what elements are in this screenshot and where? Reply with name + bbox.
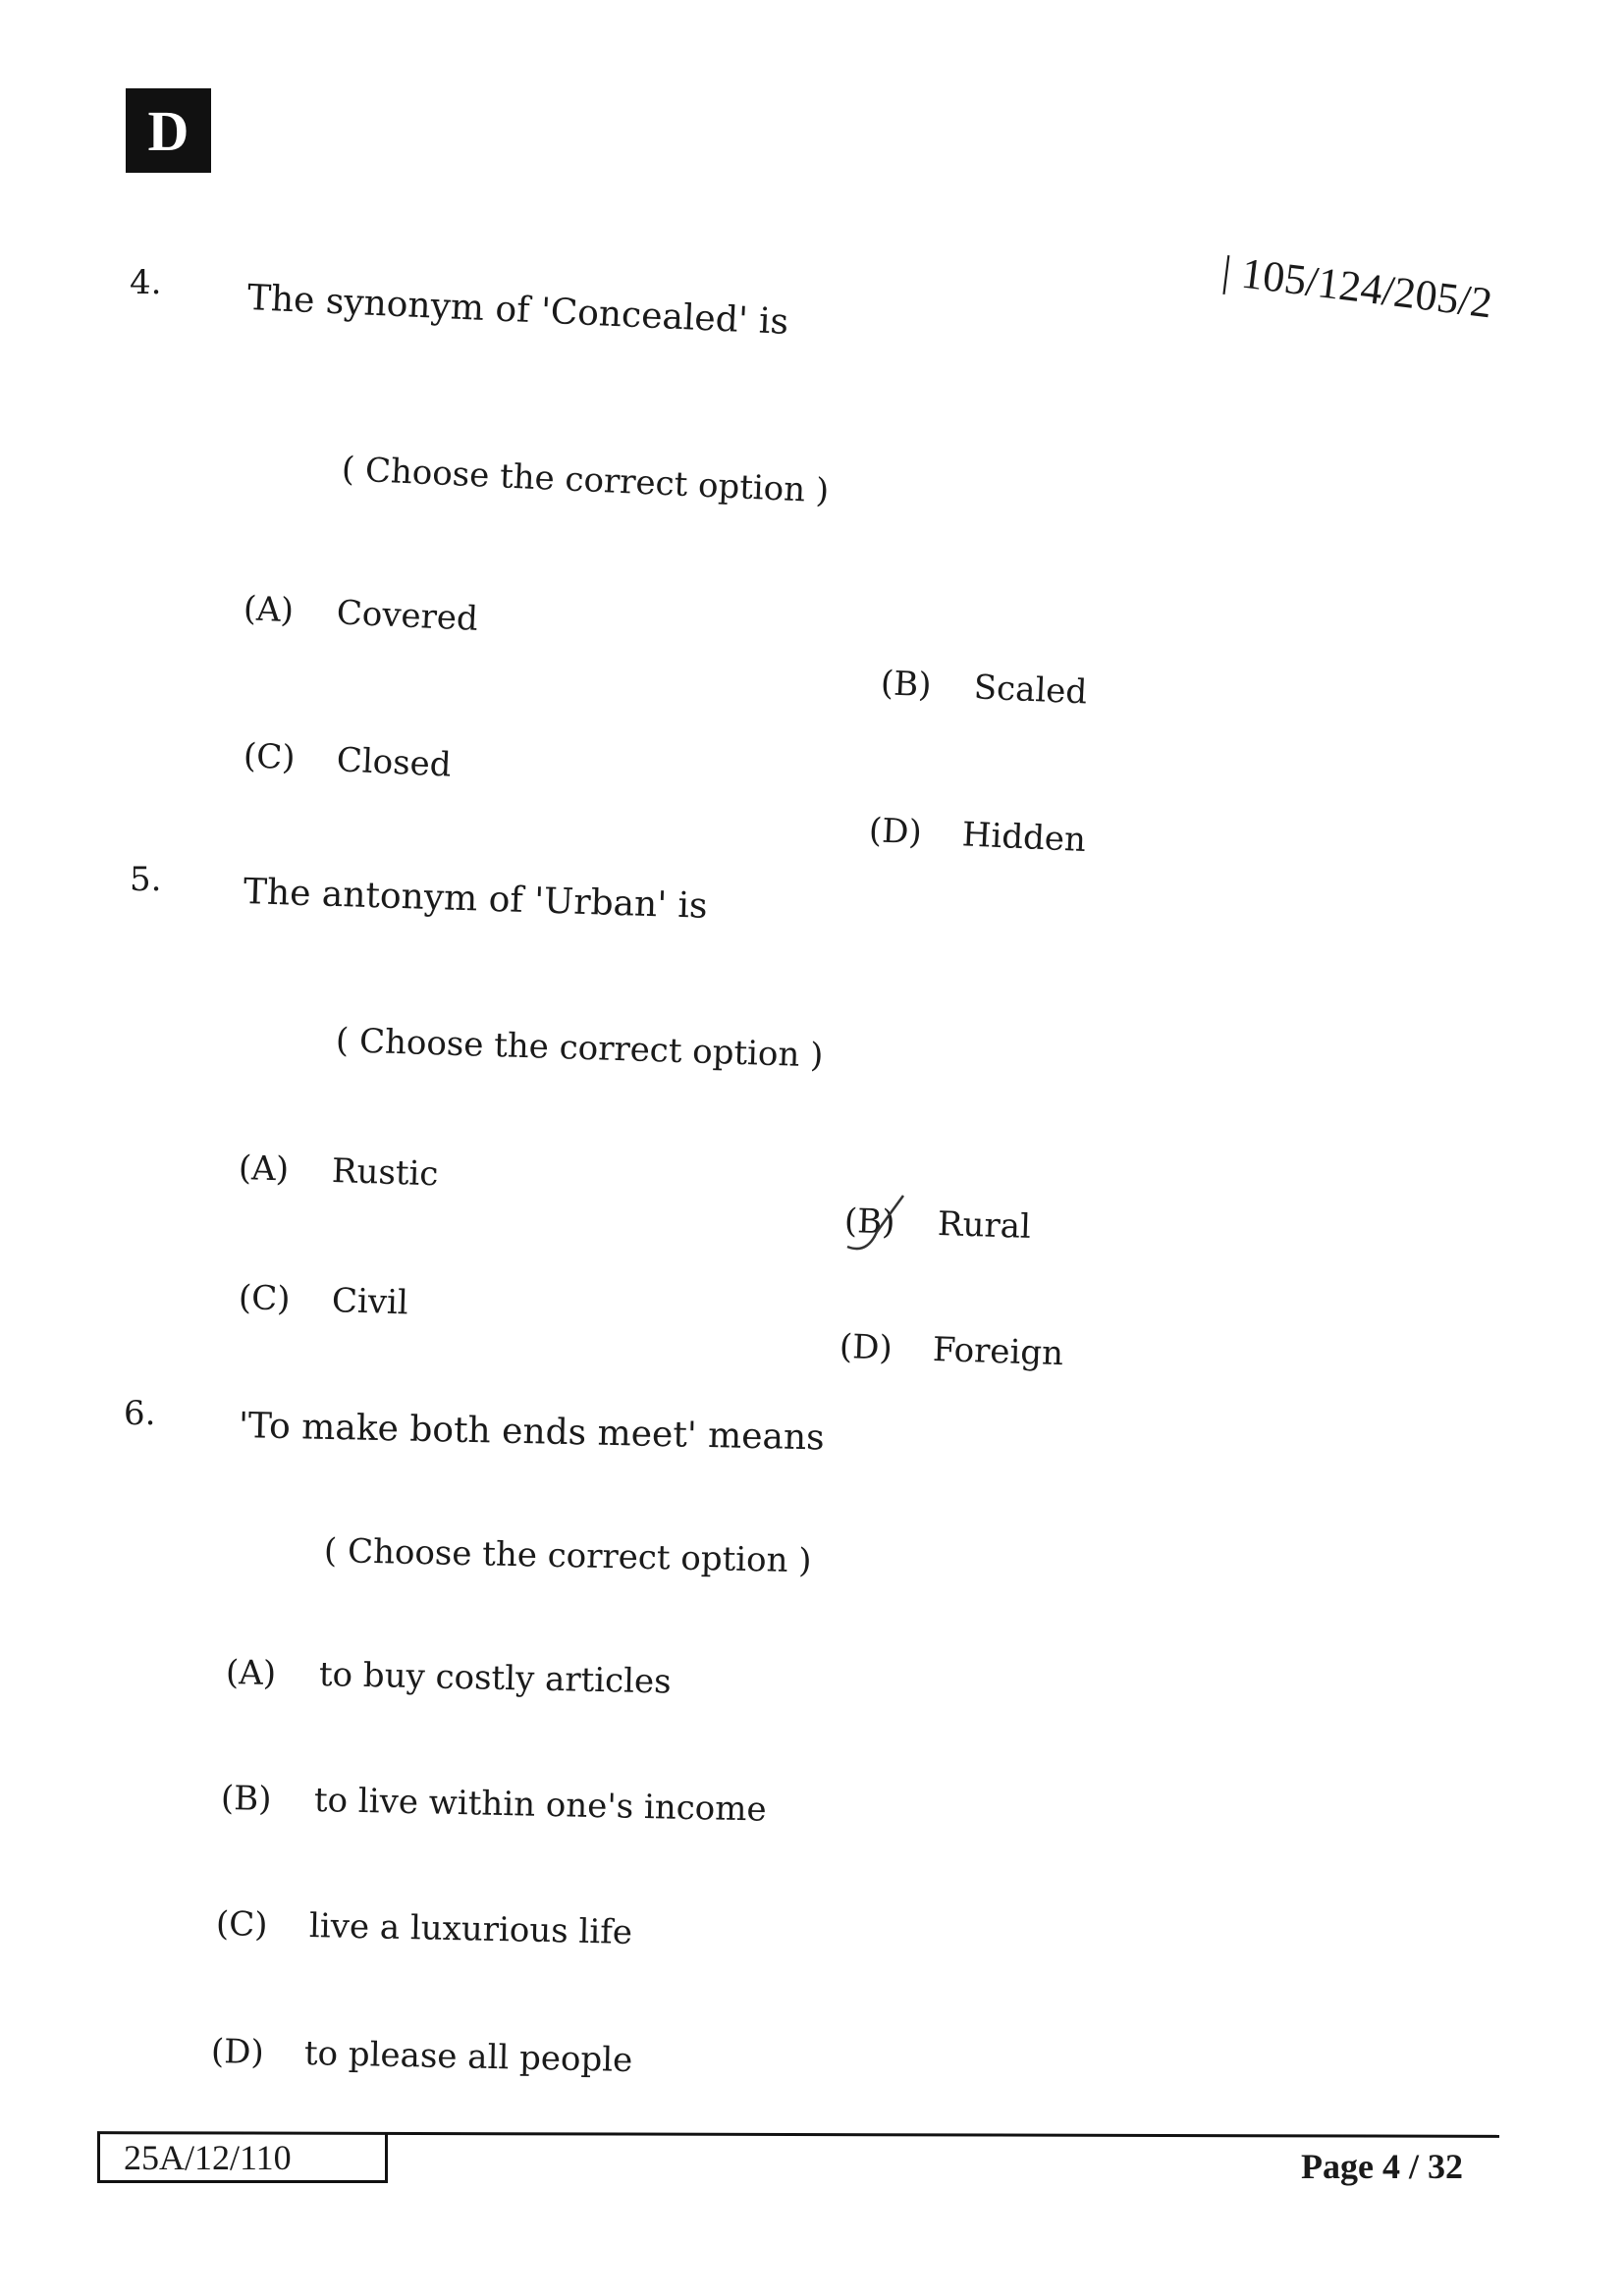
- option-a: [238, 1148, 439, 1194]
- option-c: [243, 736, 452, 785]
- option-label: (B): [880, 664, 933, 706]
- option-b: [221, 1779, 767, 1830]
- option-text: Covered: [335, 593, 479, 639]
- option-label: (A): [225, 1653, 277, 1694]
- question-number: 4.: [130, 263, 162, 302]
- paper-code: | 105/124/205/2: [1219, 246, 1495, 328]
- question-number: 6.: [124, 1394, 156, 1433]
- question-instruction: ( Choose the correct option ): [323, 1531, 812, 1581]
- option-text: to please all people: [303, 2033, 633, 2080]
- option-label: (A): [238, 1148, 290, 1190]
- option-d: [868, 811, 1087, 860]
- option-c: [216, 1904, 633, 1952]
- option-label: (A): [243, 589, 295, 631]
- option-label: (B): [220, 1779, 272, 1820]
- option-text: Civil: [331, 1280, 409, 1323]
- option-c: [238, 1278, 408, 1322]
- option-text: to live within one's income: [313, 1780, 767, 1830]
- option-text: Scaled: [972, 667, 1089, 713]
- option-label: (D): [210, 2032, 265, 2073]
- option-label: (B): [843, 1201, 896, 1243]
- question-number: 5.: [130, 860, 162, 899]
- option-label: (C): [215, 1904, 268, 1946]
- option-text: live a luxurious life: [308, 1905, 633, 1952]
- question-text: The synonym of 'Concealed' is: [246, 278, 789, 344]
- page-number: Page 4 / 32: [1301, 2147, 1463, 2186]
- option-label: (C): [238, 1278, 292, 1319]
- option-label: (C): [243, 736, 297, 778]
- option-text: Rural: [937, 1203, 1032, 1247]
- option-b: [880, 664, 1088, 713]
- option-text: Foreign: [932, 1329, 1064, 1374]
- set-label-box: D: [126, 88, 211, 173]
- question-text: 'To make both ends meet' means: [238, 1406, 826, 1459]
- option-label: (D): [868, 811, 923, 853]
- booklet-code: 25A/12/110: [97, 2134, 388, 2183]
- option-d: [211, 2032, 633, 2080]
- option-text: to buy costly articles: [318, 1654, 673, 1702]
- option-text: Closed: [335, 740, 453, 785]
- option-d: [839, 1327, 1063, 1373]
- option-a: [226, 1653, 672, 1701]
- question-instruction: ( Choose the correct option ): [335, 1021, 825, 1076]
- option-a: [243, 589, 479, 639]
- handwritten-tick-mark: [842, 1188, 911, 1256]
- question-instruction: ( Choose the correct option ): [341, 450, 831, 511]
- option-text: Hidden: [960, 815, 1087, 861]
- option-label: (D): [839, 1327, 893, 1368]
- question-text: The antonym of 'Urban' is: [243, 872, 709, 927]
- option-text: Rustic: [331, 1150, 440, 1195]
